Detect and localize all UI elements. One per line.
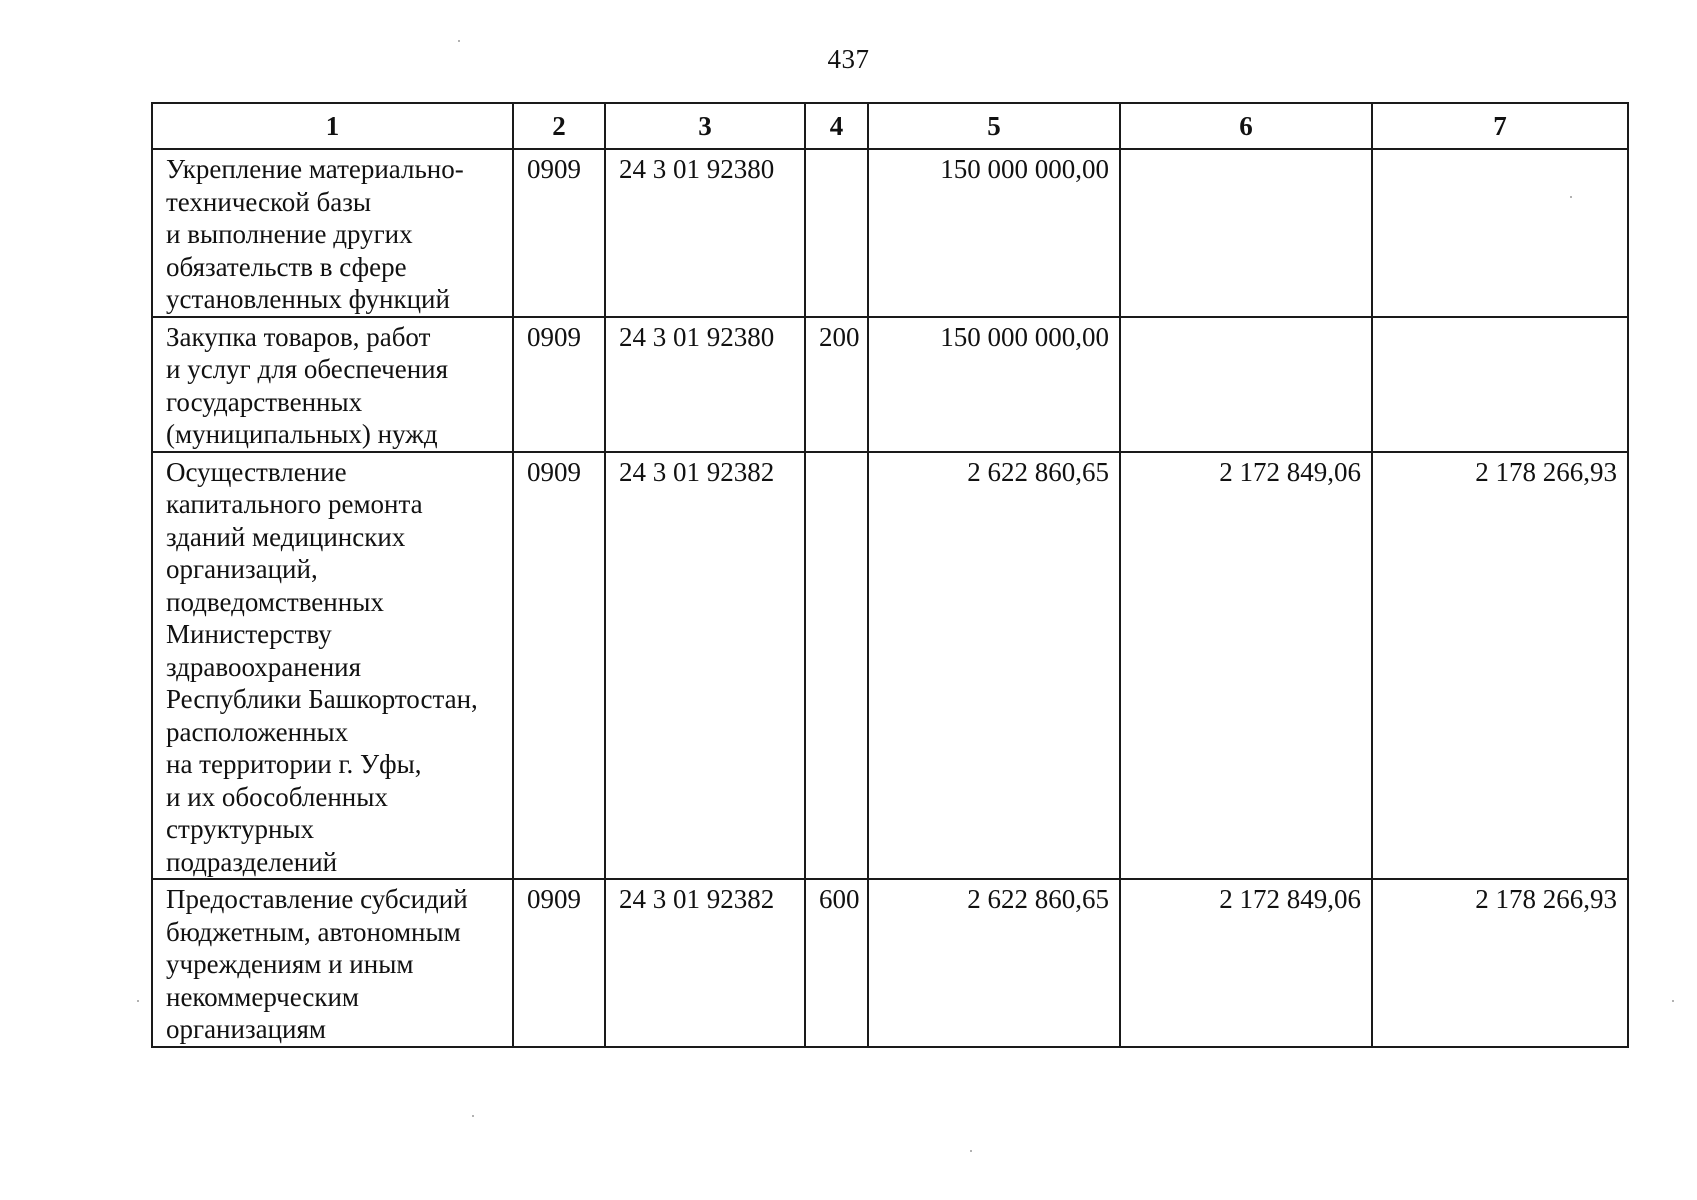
scan-speck [1570,196,1572,198]
header-row [152,103,1628,149]
scan-speck [1672,1000,1674,1002]
table-row [152,452,1628,880]
column-header-4: 4 [805,103,868,149]
row-name-cell: Закупка товаров, работ и услуг для обеспечения государственных (муниципальных) нужд [152,317,513,452]
row-name-cell: Осуществление капитального ремонта зданий медицинских организаций, подведомственных Министерству здравоохранения Республики Башкортостан, расположенных на территории г. Уфы, и их обособленных структурных подразделений [152,452,513,880]
amount-col7-cell [1372,317,1628,452]
amount-col6-cell: 2 172 849,06 [1120,879,1372,1047]
section-code-cell: 0909 [513,879,605,1047]
amount-col7-cell [1372,149,1628,317]
table-row [152,879,1628,1047]
section-code-cell: 0909 [513,452,605,880]
amount-col5-cell: 2 622 860,65 [868,452,1120,880]
scan-speck [970,1150,972,1152]
column-header-2: 2 [513,103,605,149]
table-row [152,317,1628,452]
amount-col6-cell [1120,149,1372,317]
scan-speck [458,40,460,42]
scan-speck [472,1115,474,1117]
budget-table [151,102,1629,1048]
column-header-5: 5 [868,103,1120,149]
table-row [152,149,1628,317]
amount-col5-cell: 2 622 860,65 [868,879,1120,1047]
expense-type-cell [805,149,868,317]
row-name-cell: Укрепление материально- технической базы и выполнение других обязательств в сфере установленных функций [152,149,513,317]
row-name-cell: Предоставление субсидий бюджетным, автономным учреждениям и иным некоммерческим организациям [152,879,513,1047]
amount-col5-cell: 150 000 000,00 [868,149,1120,317]
column-header-7: 7 [1372,103,1628,149]
target-code-cell: 24 3 01 92382 [605,452,805,880]
target-code-cell: 24 3 01 92380 [605,317,805,452]
column-header-3: 3 [605,103,805,149]
scan-speck [137,1000,139,1002]
amount-col5-cell: 150 000 000,00 [868,317,1120,452]
section-code-cell: 0909 [513,317,605,452]
amount-col7-cell: 2 178 266,93 [1372,452,1628,880]
expense-type-cell [805,452,868,880]
amount-col6-cell: 2 172 849,06 [1120,452,1372,880]
amount-col7-cell: 2 178 266,93 [1372,879,1628,1047]
expense-type-cell: 200 [805,317,868,452]
target-code-cell: 24 3 01 92382 [605,879,805,1047]
page-number: 437 [827,44,870,74]
expense-type-cell: 600 [805,879,868,1047]
amount-col6-cell [1120,317,1372,452]
target-code-cell: 24 3 01 92380 [605,149,805,317]
column-header-1: 1 [152,103,513,149]
section-code-cell: 0909 [513,149,605,317]
column-header-6: 6 [1120,103,1372,149]
